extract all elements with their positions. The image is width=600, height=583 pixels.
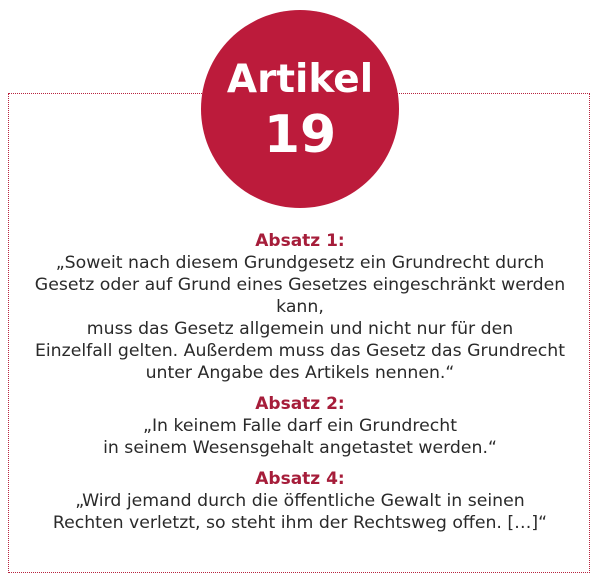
article-label: Artikel: [226, 57, 374, 102]
paragraph-heading: Absatz 4:: [255, 469, 345, 489]
paragraph-heading: Absatz 2:: [255, 394, 345, 414]
paragraph-text: „Soweit nach diesem Grundgesetz ein Grundrecht durch Gesetz oder auf Grund eines Gesetzes eingeschränkt werden kann, muss das Gesetz allgemein und nicht nur für den Einzelfall gelten. Außerdem muss das Gesetz das Grundrecht unter Angabe des Artikels nennen.“: [34, 253, 566, 383]
article-number: 19: [263, 105, 337, 165]
paragraph-section-1: [10, 230, 590, 384]
paragraph-text: „In keinem Falle darf ein Grundrecht in seinem Wesensgehalt angetastet werden.“: [103, 416, 497, 458]
paragraph-heading: Absatz 1:: [255, 231, 345, 251]
paragraph-section-2: [10, 393, 590, 459]
paragraph-text: „Wird jemand durch die öffentliche Gewalt in seinen Rechten verletzt, so steht ihm der Rechtsweg offen. […]“: [52, 491, 548, 533]
article-badge: [201, 10, 399, 208]
article-content: [10, 230, 590, 543]
paragraph-section-4: [10, 468, 590, 534]
